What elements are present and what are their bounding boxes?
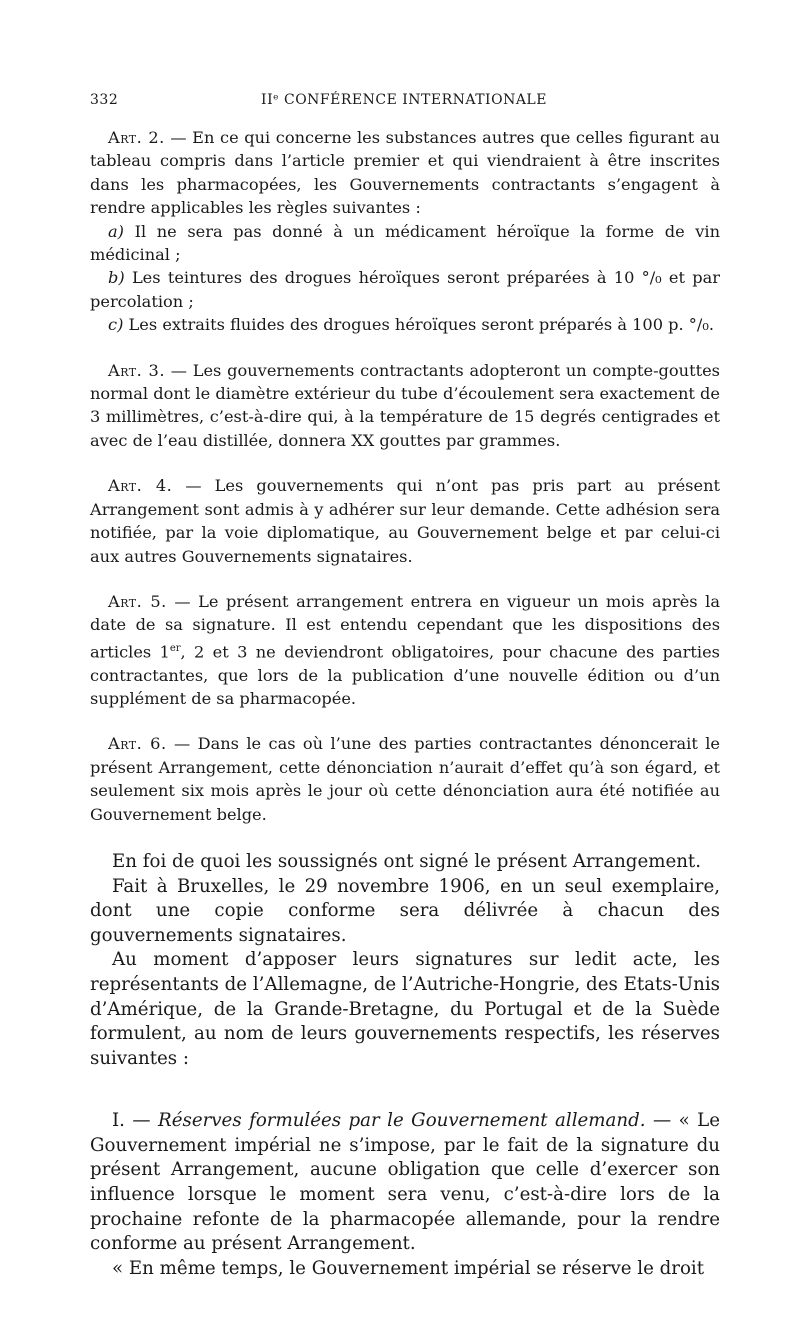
closing-section (90, 850, 720, 1282)
article-5 (90, 590, 720, 710)
articles-section (90, 126, 720, 826)
reserve-german (90, 1109, 720, 1281)
closing-paragraph-3: Au moment d’apposer leurs signatures sur ledit acte, les représentants de l’Allemagne, de l’Autriche-Hongrie, des Etats-Unis d’Amérique, de la Grande-Bretagne, du Portugal et de la Suède formulent, au nom de leurs gouvernements respectifs, les réserves suivantes : (90, 949, 720, 1069)
item-label: a) (108, 221, 124, 241)
article-2-item-c (90, 313, 720, 336)
closing-paragraph-1: En foi de quoi les soussignés ont signé le présent Arrangement. (112, 850, 702, 872)
article-6 (90, 732, 720, 826)
running-header (90, 92, 718, 112)
article-text-before: — Le présent arrangement entrera en vigueur un mois après la date de sa signature. Il est entendu cependant que les dispositions des articles 1 (90, 591, 720, 662)
running-title: IIᵉ CONFÉRENCE INTERNATIONALE (261, 92, 547, 108)
closing-paragraph-2: Fait à Bruxelles, le 29 novembre 1906, en un seul exemplaire, dont une copie conforme sera délivrée à chacun des gouvernements signataires. (90, 875, 720, 946)
article-4-text (90, 474, 720, 568)
article-label: Art. 2. (108, 128, 165, 147)
article-text: — Les gouvernements contractants adopteront un compte-gouttes normal dont le diamètre extérieur du tube d’écoulement sera exactement de 3 millimètres, c’est-à-dire qui, à la température de 15 degrés centigrades et avec de l’eau distillée, donnera XX gouttes par grammes. (90, 360, 720, 450)
article-label: Art. 3. (108, 360, 165, 380)
article-label: Art. 5. (108, 591, 167, 611)
article-5-text (90, 590, 720, 710)
article-label: Art. 4. (108, 476, 173, 496)
item-label: c) (108, 315, 124, 335)
article-text: — Dans le cas où l’une des parties contractantes dénoncerait le présent Arrangement, cette dénonciation n’aurait d’effet qu’à son égard, et seulement six mois après le jour où cette dénonciation aura été notifiée au Gouvernement belge. (90, 734, 720, 824)
article-2-intro (90, 126, 720, 220)
article-text-after: , 2 et 3 ne deviendront obligatoires, pour chacune des parties contractantes, que lors de la publication d’une nouvelle édition ou d’un supplément de sa pharmacopée. (90, 642, 720, 708)
body-text (90, 126, 720, 1281)
reserve-german-text (90, 1109, 720, 1257)
reserve-text: — « Le Gouvernement impérial ne s’impose, par le fait de la signature du présent Arrangement, aucune obligation que celle d’exercer son influence lorsque le moment sera venu, c’est-à-dire lors de la prochaine refonte de la pharmacopée allemande, pour la rendre conforme au présent Arrangement. (90, 1110, 720, 1255)
article-text: — Les gouvernements qui n’ont pas pris part au présent Arrangement sont admis à y adhérer sur leur demande. Cette adhésion sera notifiée, par la voie diplomatique, au Gouvernement belge et par celui-ci aux autres Gouvernements signataires. (90, 476, 720, 566)
reserve-heading: Réserves formulées par le Gouvernement allemand. (158, 1110, 646, 1132)
article-text: — En ce qui concerne les substances autres que celles figurant au tableau compris dans l’article premier et qui viendraient à être inscrites dans les pharmacopées, les Gouvernements contractants s’engagent à rendre applicables les règles suivantes : (90, 128, 720, 218)
article-2-item-a (90, 220, 720, 267)
article-3-text (90, 359, 720, 453)
item-label: b) (108, 268, 125, 288)
reserve-numeral: I. — (112, 1110, 151, 1132)
article-label: Art. 6. (108, 734, 167, 754)
article-4 (90, 474, 720, 568)
reserve-german-continuation: « En même temps, le Gouvernement impérial se réserve le droit (112, 1257, 705, 1279)
article-3 (90, 359, 720, 453)
page-number: 332 (90, 92, 119, 108)
item-text: Il ne sera pas donné à un médicament héroïque la forme de vin médicinal ; (90, 221, 720, 265)
item-text: Les extraits fluides des drogues héroïques seront préparés à 100 p. °/₀. (128, 315, 714, 335)
superscript: er (169, 642, 181, 654)
article-2-item-b (90, 266, 720, 313)
item-text: Les teintures des drogues héroïques seront préparées à 10 °/₀ et par percolation ; (90, 268, 720, 311)
article-6-text (90, 732, 720, 826)
article-2 (90, 126, 720, 337)
